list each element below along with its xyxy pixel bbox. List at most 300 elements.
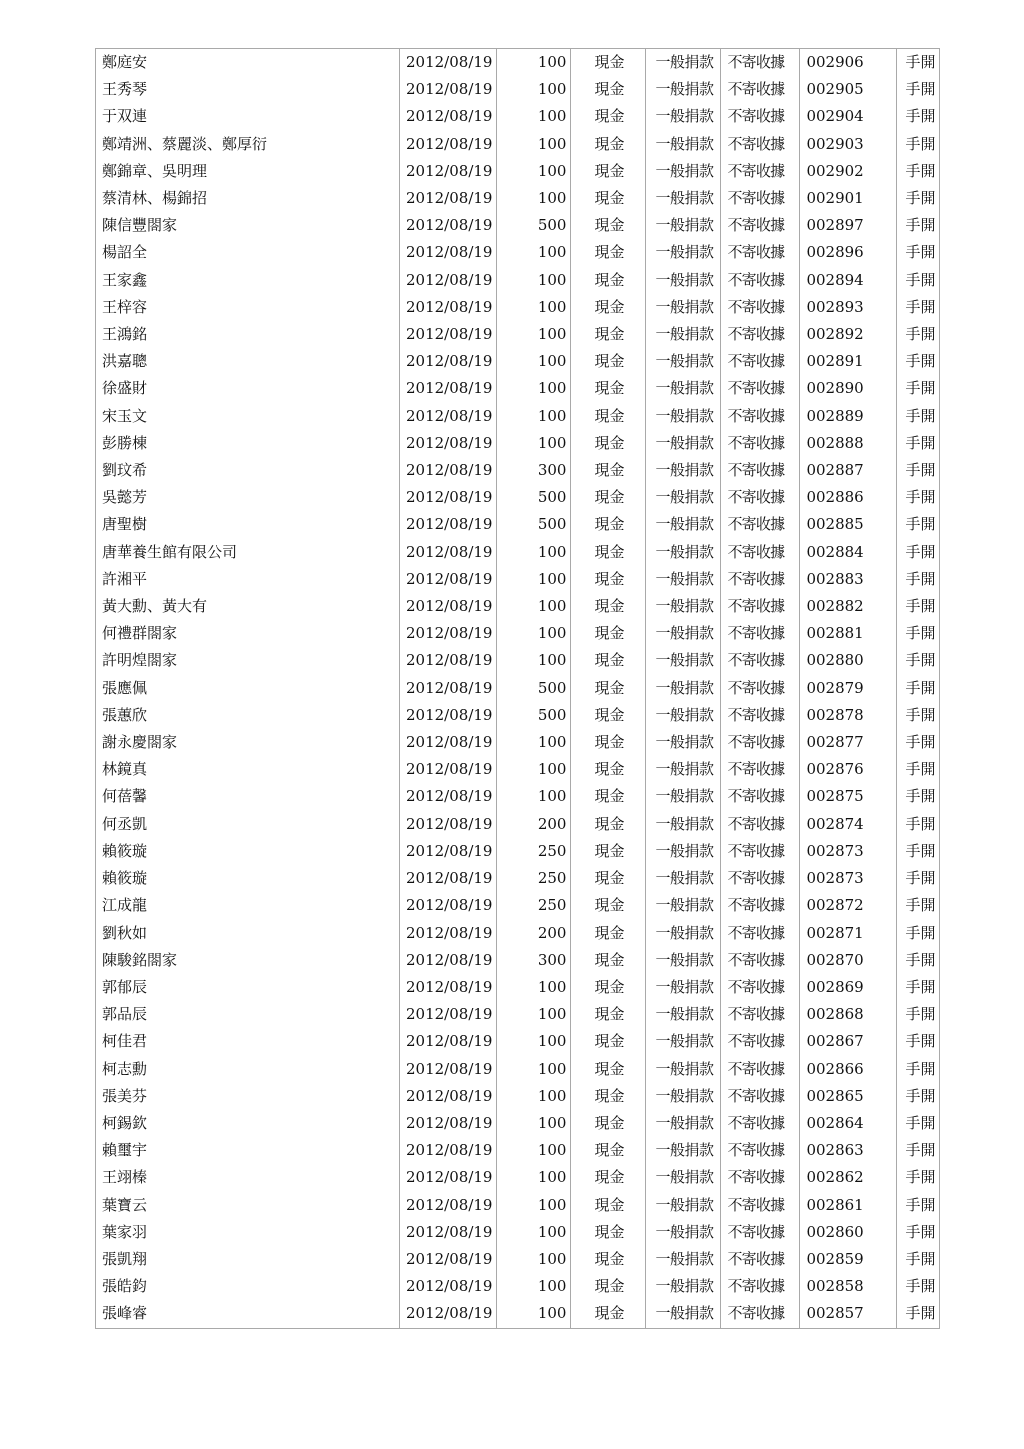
donation-date-cell: 2012/08/19 <box>400 212 497 239</box>
receipt-option-cell: 不寄收據 <box>721 702 800 729</box>
donation-type-cell: 一般捐款 <box>646 1273 721 1300</box>
donor-name-cell: 賴璽宇 <box>96 1137 400 1164</box>
donation-date-cell: 2012/08/19 <box>400 566 497 593</box>
receipt-option-cell: 不寄收據 <box>721 1246 800 1273</box>
receipt-number-cell: 002896 <box>800 239 897 266</box>
donor-name-cell: 劉秋如 <box>96 920 400 947</box>
amount-cell: 300 <box>497 947 571 974</box>
receipt-option-cell: 不寄收據 <box>721 1192 800 1219</box>
issue-method-cell: 手開 <box>897 511 940 538</box>
receipt-number-cell: 002870 <box>800 947 897 974</box>
donation-type-cell: 一般捐款 <box>646 593 721 620</box>
issue-method-cell: 手開 <box>897 76 940 103</box>
donation-type-cell: 一般捐款 <box>646 675 721 702</box>
receipt-number-cell: 002858 <box>800 1273 897 1300</box>
receipt-option-cell: 不寄收據 <box>721 267 800 294</box>
payment-method-cell: 現金 <box>571 239 646 266</box>
table-row <box>96 947 940 974</box>
donation-date-cell: 2012/08/19 <box>400 947 497 974</box>
payment-method-cell: 現金 <box>571 185 646 212</box>
donor-name-cell: 唐聖樹 <box>96 511 400 538</box>
donor-name-cell: 張美芬 <box>96 1083 400 1110</box>
payment-method-cell: 現金 <box>571 1164 646 1191</box>
table-row <box>96 484 940 511</box>
amount-cell: 100 <box>497 185 571 212</box>
receipt-option-cell: 不寄收據 <box>721 321 800 348</box>
issue-method-cell: 手開 <box>897 756 940 783</box>
donation-type-cell: 一般捐款 <box>646 1110 721 1137</box>
donation-date-cell: 2012/08/19 <box>400 348 497 375</box>
payment-method-cell: 現金 <box>571 1219 646 1246</box>
donation-type-cell: 一般捐款 <box>646 239 721 266</box>
issue-method-cell: 手開 <box>897 729 940 756</box>
donation-type-cell: 一般捐款 <box>646 375 721 402</box>
payment-method-cell: 現金 <box>571 76 646 103</box>
receipt-option-cell: 不寄收據 <box>721 865 800 892</box>
table-row <box>96 239 940 266</box>
donation-date-cell: 2012/08/19 <box>400 103 497 130</box>
donation-type-cell: 一般捐款 <box>646 1192 721 1219</box>
donation-date-cell: 2012/08/19 <box>400 620 497 647</box>
payment-method-cell: 現金 <box>571 1137 646 1164</box>
issue-method-cell: 手開 <box>897 1001 940 1028</box>
payment-method-cell: 現金 <box>571 457 646 484</box>
donation-date-cell: 2012/08/19 <box>400 484 497 511</box>
donor-name-cell: 林鏡真 <box>96 756 400 783</box>
receipt-number-cell: 002892 <box>800 321 897 348</box>
donation-date-cell: 2012/08/19 <box>400 375 497 402</box>
table-row <box>96 158 940 185</box>
receipt-option-cell: 不寄收據 <box>721 185 800 212</box>
issue-method-cell: 手開 <box>897 131 940 158</box>
payment-method-cell: 現金 <box>571 539 646 566</box>
table-row <box>96 811 940 838</box>
receipt-option-cell: 不寄收據 <box>721 838 800 865</box>
receipt-option-cell: 不寄收據 <box>721 1273 800 1300</box>
receipt-number-cell: 002859 <box>800 1246 897 1273</box>
payment-method-cell: 現金 <box>571 267 646 294</box>
receipt-number-cell: 002874 <box>800 811 897 838</box>
donor-name-cell: 黃大勳、黃大有 <box>96 593 400 620</box>
issue-method-cell: 手開 <box>897 1219 940 1246</box>
receipt-option-cell: 不寄收據 <box>721 1137 800 1164</box>
donor-name-cell: 王家鑫 <box>96 267 400 294</box>
issue-method-cell: 手開 <box>897 783 940 810</box>
receipt-number-cell: 002863 <box>800 1137 897 1164</box>
amount-cell: 500 <box>497 511 571 538</box>
receipt-number-cell: 002881 <box>800 620 897 647</box>
amount-cell: 100 <box>497 375 571 402</box>
donor-name-cell: 張蕙欣 <box>96 702 400 729</box>
donor-name-cell: 謝永慶閤家 <box>96 729 400 756</box>
receipt-number-cell: 002894 <box>800 267 897 294</box>
receipt-option-cell: 不寄收據 <box>721 892 800 919</box>
issue-method-cell: 手開 <box>897 865 940 892</box>
issue-method-cell: 手開 <box>897 1028 940 1055</box>
receipt-number-cell: 002906 <box>800 49 897 77</box>
receipt-option-cell: 不寄收據 <box>721 566 800 593</box>
donation-date-cell: 2012/08/19 <box>400 1083 497 1110</box>
donor-name-cell: 葉寶云 <box>96 1192 400 1219</box>
donor-name-cell: 王鴻銘 <box>96 321 400 348</box>
table-row <box>96 321 940 348</box>
donation-date-cell: 2012/08/19 <box>400 1001 497 1028</box>
donation-type-cell: 一般捐款 <box>646 1164 721 1191</box>
table-row <box>96 647 940 674</box>
payment-method-cell: 現金 <box>571 103 646 130</box>
donor-name-cell: 郭品辰 <box>96 1001 400 1028</box>
donation-date-cell: 2012/08/19 <box>400 1137 497 1164</box>
amount-cell: 500 <box>497 484 571 511</box>
receipt-option-cell: 不寄收據 <box>721 457 800 484</box>
amount-cell: 500 <box>497 702 571 729</box>
issue-method-cell: 手開 <box>897 1192 940 1219</box>
donation-type-cell: 一般捐款 <box>646 566 721 593</box>
donation-date-cell: 2012/08/19 <box>400 49 497 77</box>
receipt-option-cell: 不寄收據 <box>721 348 800 375</box>
table-row <box>96 375 940 402</box>
amount-cell: 100 <box>497 239 571 266</box>
issue-method-cell: 手開 <box>897 539 940 566</box>
table-row <box>96 1137 940 1164</box>
donation-date-cell: 2012/08/19 <box>400 675 497 702</box>
donor-name-cell: 張皓鈞 <box>96 1273 400 1300</box>
donor-name-cell: 劉玟希 <box>96 457 400 484</box>
donor-name-cell: 王翊榛 <box>96 1164 400 1191</box>
amount-cell: 100 <box>497 267 571 294</box>
donor-name-cell: 楊詔全 <box>96 239 400 266</box>
issue-method-cell: 手開 <box>897 212 940 239</box>
donation-date-cell: 2012/08/19 <box>400 294 497 321</box>
amount-cell: 100 <box>497 103 571 130</box>
table-row <box>96 1219 940 1246</box>
issue-method-cell: 手開 <box>897 484 940 511</box>
receipt-number-cell: 002901 <box>800 185 897 212</box>
receipt-number-cell: 002868 <box>800 1001 897 1028</box>
amount-cell: 100 <box>497 76 571 103</box>
payment-method-cell: 現金 <box>571 1246 646 1273</box>
receipt-option-cell: 不寄收據 <box>721 756 800 783</box>
amount-cell: 500 <box>497 212 571 239</box>
receipt-number-cell: 002886 <box>800 484 897 511</box>
receipt-number-cell: 002893 <box>800 294 897 321</box>
donation-date-cell: 2012/08/19 <box>400 1164 497 1191</box>
amount-cell: 200 <box>497 920 571 947</box>
donor-name-cell: 柯佳君 <box>96 1028 400 1055</box>
receipt-number-cell: 002883 <box>800 566 897 593</box>
donation-type-cell: 一般捐款 <box>646 76 721 103</box>
issue-method-cell: 手開 <box>897 1164 940 1191</box>
table-row <box>96 1056 940 1083</box>
receipt-option-cell: 不寄收據 <box>721 1110 800 1137</box>
payment-method-cell: 現金 <box>571 702 646 729</box>
payment-method-cell: 現金 <box>571 321 646 348</box>
donation-date-cell: 2012/08/19 <box>400 920 497 947</box>
payment-method-cell: 現金 <box>571 348 646 375</box>
donation-type-cell: 一般捐款 <box>646 702 721 729</box>
donor-name-cell: 賴筱璇 <box>96 838 400 865</box>
donor-name-cell: 鄭錦章、吳明理 <box>96 158 400 185</box>
donation-date-cell: 2012/08/19 <box>400 756 497 783</box>
amount-cell: 500 <box>497 675 571 702</box>
payment-method-cell: 現金 <box>571 1028 646 1055</box>
receipt-option-cell: 不寄收據 <box>721 403 800 430</box>
receipt-number-cell: 002873 <box>800 838 897 865</box>
payment-method-cell: 現金 <box>571 974 646 1001</box>
donation-type-cell: 一般捐款 <box>646 267 721 294</box>
receipt-number-cell: 002891 <box>800 348 897 375</box>
issue-method-cell: 手開 <box>897 1110 940 1137</box>
amount-cell: 100 <box>497 756 571 783</box>
receipt-number-cell: 002889 <box>800 403 897 430</box>
donor-name-cell: 張峰睿 <box>96 1300 400 1328</box>
donation-date-cell: 2012/08/19 <box>400 1300 497 1328</box>
donor-name-cell: 何禮群閤家 <box>96 620 400 647</box>
receipt-option-cell: 不寄收據 <box>721 1164 800 1191</box>
donor-name-cell: 徐盛財 <box>96 375 400 402</box>
table-row <box>96 838 940 865</box>
donation-date-cell: 2012/08/19 <box>400 647 497 674</box>
donation-date-cell: 2012/08/19 <box>400 838 497 865</box>
donation-type-cell: 一般捐款 <box>646 1083 721 1110</box>
donation-type-cell: 一般捐款 <box>646 1219 721 1246</box>
receipt-option-cell: 不寄收據 <box>721 430 800 457</box>
donor-name-cell: 王梓容 <box>96 294 400 321</box>
receipt-number-cell: 002871 <box>800 920 897 947</box>
issue-method-cell: 手開 <box>897 675 940 702</box>
receipt-option-cell: 不寄收據 <box>721 131 800 158</box>
donor-name-cell: 江成龍 <box>96 892 400 919</box>
issue-method-cell: 手開 <box>897 430 940 457</box>
payment-method-cell: 現金 <box>571 783 646 810</box>
payment-method-cell: 現金 <box>571 511 646 538</box>
receipt-option-cell: 不寄收據 <box>721 212 800 239</box>
table-row <box>96 511 940 538</box>
table-row <box>96 974 940 1001</box>
donation-type-cell: 一般捐款 <box>646 865 721 892</box>
payment-method-cell: 現金 <box>571 865 646 892</box>
payment-method-cell: 現金 <box>571 484 646 511</box>
receipt-number-cell: 002860 <box>800 1219 897 1246</box>
donation-date-cell: 2012/08/19 <box>400 158 497 185</box>
payment-method-cell: 現金 <box>571 647 646 674</box>
amount-cell: 200 <box>497 811 571 838</box>
donation-type-cell: 一般捐款 <box>646 403 721 430</box>
issue-method-cell: 手開 <box>897 103 940 130</box>
table-row <box>96 620 940 647</box>
receipt-option-cell: 不寄收據 <box>721 974 800 1001</box>
receipt-number-cell: 002862 <box>800 1164 897 1191</box>
receipt-option-cell: 不寄收據 <box>721 158 800 185</box>
donor-name-cell: 宋玉文 <box>96 403 400 430</box>
donation-date-cell: 2012/08/19 <box>400 974 497 1001</box>
donation-date-cell: 2012/08/19 <box>400 511 497 538</box>
receipt-number-cell: 002890 <box>800 375 897 402</box>
payment-method-cell: 現金 <box>571 1192 646 1219</box>
table-row <box>96 49 940 77</box>
donor-name-cell: 何丞凱 <box>96 811 400 838</box>
donation-date-cell: 2012/08/19 <box>400 1273 497 1300</box>
payment-method-cell: 現金 <box>571 566 646 593</box>
donor-name-cell: 吳懿芳 <box>96 484 400 511</box>
table-row <box>96 430 940 457</box>
amount-cell: 100 <box>497 1137 571 1164</box>
payment-method-cell: 現金 <box>571 593 646 620</box>
receipt-option-cell: 不寄收據 <box>721 375 800 402</box>
receipt-option-cell: 不寄收據 <box>721 294 800 321</box>
amount-cell: 100 <box>497 430 571 457</box>
issue-method-cell: 手開 <box>897 1300 940 1328</box>
donation-date-cell: 2012/08/19 <box>400 403 497 430</box>
receipt-number-cell: 002875 <box>800 783 897 810</box>
table-row <box>96 865 940 892</box>
table-row <box>96 702 940 729</box>
donation-table <box>95 48 940 1329</box>
donation-date-cell: 2012/08/19 <box>400 267 497 294</box>
receipt-option-cell: 不寄收據 <box>721 920 800 947</box>
donation-date-cell: 2012/08/19 <box>400 1110 497 1137</box>
donation-date-cell: 2012/08/19 <box>400 1246 497 1273</box>
amount-cell: 100 <box>497 593 571 620</box>
donor-name-cell: 賴筱璇 <box>96 865 400 892</box>
donation-type-cell: 一般捐款 <box>646 1246 721 1273</box>
receipt-option-cell: 不寄收據 <box>721 1300 800 1328</box>
donation-type-cell: 一般捐款 <box>646 511 721 538</box>
receipt-number-cell: 002879 <box>800 675 897 702</box>
receipt-number-cell: 002865 <box>800 1083 897 1110</box>
amount-cell: 100 <box>497 294 571 321</box>
donation-date-cell: 2012/08/19 <box>400 430 497 457</box>
donation-type-cell: 一般捐款 <box>646 1056 721 1083</box>
table-row <box>96 131 940 158</box>
donation-type-cell: 一般捐款 <box>646 811 721 838</box>
donor-name-cell: 唐華養生館有限公司 <box>96 539 400 566</box>
issue-method-cell: 手開 <box>897 185 940 212</box>
amount-cell: 100 <box>497 729 571 756</box>
donor-name-cell: 許湘平 <box>96 566 400 593</box>
receipt-option-cell: 不寄收據 <box>721 239 800 266</box>
payment-method-cell: 現金 <box>571 756 646 783</box>
issue-method-cell: 手開 <box>897 267 940 294</box>
issue-method-cell: 手開 <box>897 457 940 484</box>
receipt-option-cell: 不寄收據 <box>721 1083 800 1110</box>
amount-cell: 100 <box>497 1110 571 1137</box>
issue-method-cell: 手開 <box>897 566 940 593</box>
amount-cell: 100 <box>497 539 571 566</box>
donation-type-cell: 一般捐款 <box>646 1300 721 1328</box>
table-row <box>96 403 940 430</box>
donation-date-cell: 2012/08/19 <box>400 239 497 266</box>
donation-type-cell: 一般捐款 <box>646 49 721 77</box>
payment-method-cell: 現金 <box>571 729 646 756</box>
receipt-number-cell: 002880 <box>800 647 897 674</box>
amount-cell: 100 <box>497 1001 571 1028</box>
table-row <box>96 539 940 566</box>
receipt-number-cell: 002878 <box>800 702 897 729</box>
receipt-option-cell: 不寄收據 <box>721 729 800 756</box>
receipt-number-cell: 002876 <box>800 756 897 783</box>
donation-type-cell: 一般捐款 <box>646 1028 721 1055</box>
receipt-option-cell: 不寄收據 <box>721 1001 800 1028</box>
receipt-number-cell: 002864 <box>800 1110 897 1137</box>
amount-cell: 100 <box>497 1246 571 1273</box>
payment-method-cell: 現金 <box>571 947 646 974</box>
donation-type-cell: 一般捐款 <box>646 212 721 239</box>
receipt-number-cell: 002857 <box>800 1300 897 1328</box>
table-row <box>96 76 940 103</box>
payment-method-cell: 現金 <box>571 131 646 158</box>
donation-type-cell: 一般捐款 <box>646 729 721 756</box>
receipt-option-cell: 不寄收據 <box>721 511 800 538</box>
amount-cell: 100 <box>497 403 571 430</box>
amount-cell: 100 <box>497 566 571 593</box>
amount-cell: 100 <box>497 1273 571 1300</box>
donor-name-cell: 郭郁辰 <box>96 974 400 1001</box>
table-row <box>96 457 940 484</box>
donor-name-cell: 柯錫欽 <box>96 1110 400 1137</box>
table-row <box>96 920 940 947</box>
receipt-number-cell: 002903 <box>800 131 897 158</box>
issue-method-cell: 手開 <box>897 974 940 1001</box>
donation-date-cell: 2012/08/19 <box>400 1192 497 1219</box>
receipt-number-cell: 002873 <box>800 865 897 892</box>
table-row <box>96 103 940 130</box>
donation-date-cell: 2012/08/19 <box>400 185 497 212</box>
payment-method-cell: 現金 <box>571 811 646 838</box>
donation-type-cell: 一般捐款 <box>646 484 721 511</box>
table-row <box>96 1164 940 1191</box>
receipt-option-cell: 不寄收據 <box>721 1056 800 1083</box>
receipt-option-cell: 不寄收據 <box>721 1028 800 1055</box>
payment-method-cell: 現金 <box>571 620 646 647</box>
donor-name-cell: 張應佩 <box>96 675 400 702</box>
donor-name-cell: 許明煌閤家 <box>96 647 400 674</box>
issue-method-cell: 手開 <box>897 1137 940 1164</box>
table-row <box>96 212 940 239</box>
donation-type-cell: 一般捐款 <box>646 348 721 375</box>
receipt-option-cell: 不寄收據 <box>721 484 800 511</box>
donor-name-cell: 彭勝棟 <box>96 430 400 457</box>
donation-date-cell: 2012/08/19 <box>400 865 497 892</box>
donor-name-cell: 柯志勳 <box>96 1056 400 1083</box>
donation-type-cell: 一般捐款 <box>646 783 721 810</box>
donor-name-cell: 葉家羽 <box>96 1219 400 1246</box>
table-row <box>96 1110 940 1137</box>
donation-type-cell: 一般捐款 <box>646 974 721 1001</box>
receipt-number-cell: 002877 <box>800 729 897 756</box>
donation-date-cell: 2012/08/19 <box>400 1219 497 1246</box>
amount-cell: 250 <box>497 892 571 919</box>
receipt-option-cell: 不寄收據 <box>721 783 800 810</box>
table-row <box>96 1001 940 1028</box>
table-row <box>96 783 940 810</box>
table-row <box>96 1246 940 1273</box>
amount-cell: 100 <box>497 783 571 810</box>
table-row <box>96 1273 940 1300</box>
amount-cell: 100 <box>497 974 571 1001</box>
amount-cell: 100 <box>497 1164 571 1191</box>
donor-name-cell: 鄭靖洲、蔡麗淡、鄭厚衍 <box>96 131 400 158</box>
donation-type-cell: 一般捐款 <box>646 294 721 321</box>
donation-date-cell: 2012/08/19 <box>400 702 497 729</box>
donor-name-cell: 陳信豐閤家 <box>96 212 400 239</box>
payment-method-cell: 現金 <box>571 1300 646 1328</box>
payment-method-cell: 現金 <box>571 1273 646 1300</box>
issue-method-cell: 手開 <box>897 1273 940 1300</box>
table-row <box>96 348 940 375</box>
amount-cell: 100 <box>497 1300 571 1328</box>
issue-method-cell: 手開 <box>897 1056 940 1083</box>
